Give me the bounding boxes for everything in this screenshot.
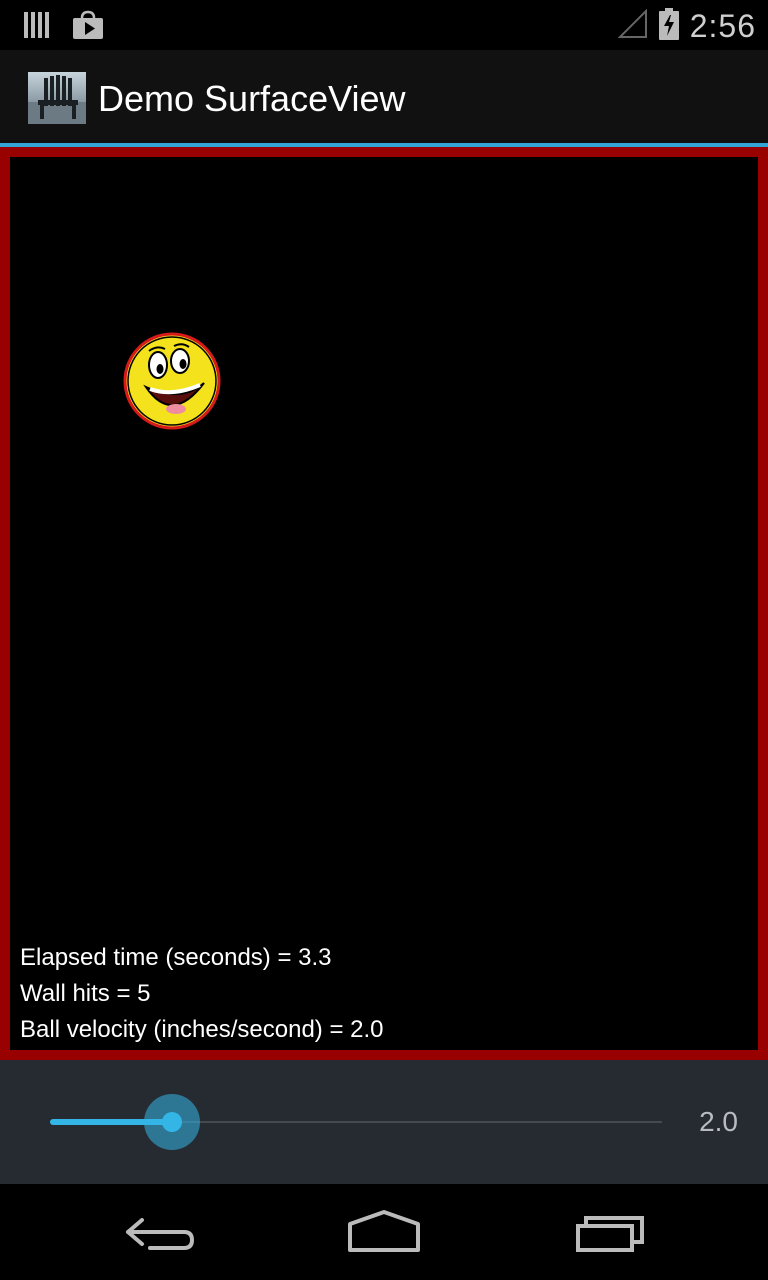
back-icon[interactable]: [120, 1206, 200, 1258]
velocity-control-panel: [0, 1060, 768, 1184]
elapsed-time-text: Elapsed time (seconds) = 3.3: [20, 944, 332, 971]
velocity-slider-track[interactable]: [50, 1121, 662, 1123]
action-bar: [0, 50, 768, 143]
velocity-slider-thumb-dot: [162, 1112, 182, 1132]
velocity-value: 2.0: [699, 1106, 738, 1137]
smiley-face-icon: [122, 331, 222, 431]
surface-view[interactable]: [0, 147, 768, 1060]
status-bar: [0, 0, 768, 50]
recent-apps-icon[interactable]: [572, 1206, 652, 1258]
app-icon[interactable]: [28, 72, 86, 124]
home-icon[interactable]: [344, 1206, 424, 1258]
battery-charging-icon: [658, 8, 680, 45]
velocity-slider-thumb[interactable]: [144, 1094, 200, 1150]
ball-velocity-text: Ball velocity (inches/second) = 2.0: [20, 1016, 384, 1043]
stats-readout: [20, 940, 384, 1048]
play-store-icon: [72, 10, 104, 45]
no-signal-icon: [618, 9, 648, 44]
notification-bars-icon: [22, 10, 50, 45]
surface-frame: [0, 147, 768, 1060]
wall-hits-text: Wall hits = 5: [20, 980, 151, 1007]
navigation-bar: [0, 1184, 768, 1280]
clock-time: 2:56: [689, 8, 756, 44]
app-title: Demo SurfaceView: [98, 78, 406, 119]
